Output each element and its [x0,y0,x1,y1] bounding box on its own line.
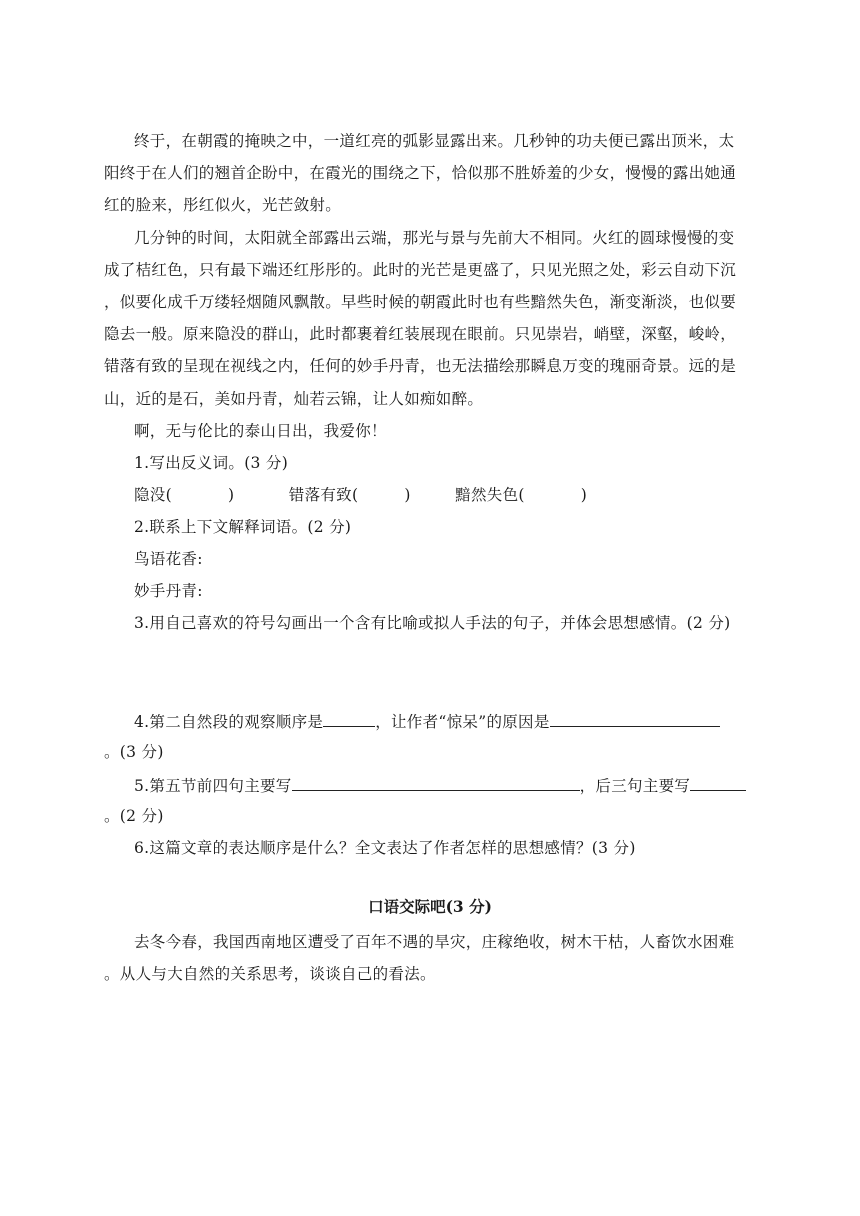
question-5: 5.第五节前四句主要写 ，后三句主要写 [134,774,746,796]
oral-prompt-line: 。从人与大自然的关系思考，谈谈自己的看法。 [104,965,436,983]
passage-line: 山，近的是石，美如丹青，灿若云锦，让人如痴如醉。 [104,390,484,408]
passage-line: 红的脸来，彤红似火，光芒敛射。 [104,196,342,214]
passage-line: ，似要化成千万缕轻烟随风飘散。早些时候的朝霞此时也有些黯然失色，渐变渐淡，也似要 [104,293,737,311]
question-4: 4.第二自然段的观察顺序是 ，让作者“惊呆”的原因是 [134,710,720,732]
question-1-title: 1.写出反义词。(3 分) [134,454,289,472]
answer-blank[interactable] [690,774,746,791]
passage-line: 啊，无与伦比的泰山日出，我爱你！ [134,422,387,440]
passage-line: 隐去一般。原来隐没的群山，此时都裹着红装展现在眼前。只见崇岩，峭壁，深壑，峻岭， [104,325,737,343]
answer-blank[interactable] [323,710,375,727]
oral-section-heading: 口语交际吧(3 分) [368,897,492,916]
question-2-title: 2.联系上下文解释词语。(2 分) [134,518,352,536]
antonym-item: 错落有致( ) [288,486,411,504]
question-3: 3.用自己喜欢的符号勾画出一个含有比喻或拟人手法的句子，并体会思想感情。(2 分) [134,614,731,632]
question-1-items [134,485,587,505]
answer-blank[interactable] [550,710,720,727]
antonym-item: 黯然失色( ) [455,486,588,504]
oral-prompt-line: 去冬今春，我国西南地区遭受了百年不遇的旱灾，庄稼绝收，树木干枯，人畜饮水困难 [134,933,735,951]
question-2-term-b: 妙手丹青: [134,582,203,600]
passage-line: 终于，在朝霞的掩映之中，一道红亮的弧影显露出来。几秒钟的功夫便已露出顶米，太 [134,132,735,150]
question-5-end: 。(2 分) [104,807,164,825]
question-6: 6.这篇文章的表达顺序是什么？全文表达了作者怎样的思想感情？(3 分) [134,839,636,857]
question-4-end: 。(3 分) [104,743,164,761]
passage-line: 阳终于在人们的翘首企盼中，在霞光的围绕之下，恰似那不胜娇羞的少女，慢慢的露出她通 [104,164,737,182]
passage-line: 成了桔红色，只有最下端还红彤彤的。此时的光芒是更盛了，只见光照之处，彩云自动下沉 [104,261,737,279]
passage-line: 错落有致的呈现在视线之内，任何的妙手丹青，也无法描绘那瞬息万变的瑰丽奇景。远的是 [104,357,737,375]
antonym-item: 隐没( ) [134,486,235,504]
passage-line: 几分钟的时间，太阳就全部露出云端，那光与景与先前大不相同。火红的圆球慢慢的变 [134,229,735,247]
question-2-term-a: 鸟语花香: [134,550,203,568]
answer-blank[interactable] [292,774,580,791]
